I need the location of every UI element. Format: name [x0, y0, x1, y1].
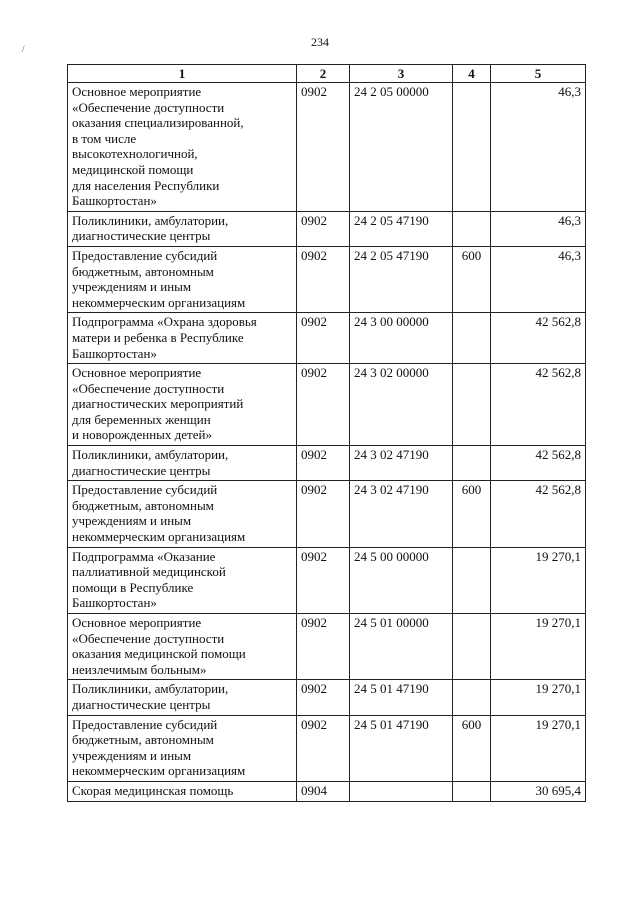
target-article-cell: 24 5 00 00000 [350, 547, 453, 613]
row-name-line: некоммерческим организациям [72, 294, 246, 310]
row-name-line: неизлечимым больным» [72, 661, 207, 677]
row-name-cell [68, 446, 297, 481]
row-name-line: Скорая медицинская помощь [72, 782, 234, 798]
expense-type-cell [453, 680, 491, 715]
row-name-line: Башкортостан» [72, 345, 157, 361]
expense-type-cell [453, 211, 491, 246]
row-name-line: «Обеспечение доступности [72, 99, 225, 115]
amount-cell: 19 270,1 [491, 680, 586, 715]
budget-table [67, 64, 586, 802]
margin-mark: / [22, 44, 25, 54]
table-row [68, 715, 586, 781]
row-name-cell [68, 614, 297, 680]
expense-type-cell [453, 83, 491, 212]
row-name-cell [68, 246, 297, 312]
row-name-line: Предоставление субсидий [72, 716, 218, 732]
table-row [68, 614, 586, 680]
header-col-3: 3 [350, 65, 453, 83]
row-name-line: помощи в Республике [72, 579, 194, 595]
row-name-line: Башкортостан» [72, 595, 157, 611]
row-name-line: оказания специализированной, [72, 115, 244, 131]
table-row [68, 246, 586, 312]
row-name-line: Основное мероприятие [72, 84, 202, 99]
target-article-cell: 24 2 05 00000 [350, 83, 453, 212]
header-col-2: 2 [297, 65, 350, 83]
expense-type-cell: 600 [453, 246, 491, 312]
target-article-cell: 24 5 01 00000 [350, 614, 453, 680]
row-name-line: для населения Республики [72, 177, 220, 193]
target-article-cell: 24 5 01 47190 [350, 715, 453, 781]
target-article-cell: 24 2 05 47190 [350, 246, 453, 312]
section-code-cell: 0902 [297, 614, 350, 680]
amount-cell: 42 562,8 [491, 313, 586, 364]
section-code-cell: 0902 [297, 715, 350, 781]
row-name-line: и новорожденных детей» [72, 427, 212, 443]
row-name-line: «Обеспечение доступности [72, 630, 225, 646]
row-name-line: учреждениям и иным [72, 279, 192, 295]
expense-type-cell: 600 [453, 715, 491, 781]
table-row [68, 364, 586, 446]
section-code-cell: 0902 [297, 313, 350, 364]
target-article-cell: 24 3 02 47190 [350, 481, 453, 547]
row-name-cell [68, 364, 297, 446]
row-name-line: Основное мероприятие [72, 615, 202, 630]
row-name-line: учреждениям и иным [72, 747, 192, 763]
header-col-1: 1 [68, 65, 297, 83]
row-name-line: некоммерческим организациям [72, 763, 246, 779]
row-name-cell [68, 481, 297, 547]
row-name-line: оказания медицинской помощи [72, 646, 246, 662]
row-name-cell [68, 83, 297, 212]
amount-cell: 46,3 [491, 211, 586, 246]
amount-cell: 42 562,8 [491, 481, 586, 547]
row-name-line: диагностические центры [72, 462, 211, 478]
section-code-cell: 0902 [297, 481, 350, 547]
table-row [68, 547, 586, 613]
section-code-cell: 0902 [297, 446, 350, 481]
target-article-cell: 24 5 01 47190 [350, 680, 453, 715]
row-name-cell [68, 547, 297, 613]
row-name-line: Предоставление субсидий [72, 482, 218, 498]
row-name-cell [68, 715, 297, 781]
row-name-line: Башкортостан» [72, 193, 157, 209]
row-name-cell [68, 680, 297, 715]
amount-cell: 19 270,1 [491, 715, 586, 781]
section-code-cell: 0902 [297, 680, 350, 715]
row-name-cell [68, 781, 297, 801]
expense-type-cell [453, 781, 491, 801]
target-article-cell: 24 3 02 00000 [350, 364, 453, 446]
row-name-line: диагностические центры [72, 228, 211, 244]
expense-type-cell [453, 364, 491, 446]
row-name-line: диагностических мероприятий [72, 396, 244, 412]
expense-type-cell [453, 614, 491, 680]
amount-cell: 46,3 [491, 83, 586, 212]
table-row [68, 211, 586, 246]
header-col-4: 4 [453, 65, 491, 83]
row-name-line: «Обеспечение доступности [72, 380, 225, 396]
section-code-cell: 0902 [297, 547, 350, 613]
expense-type-cell [453, 547, 491, 613]
section-code-cell: 0902 [297, 364, 350, 446]
amount-cell: 42 562,8 [491, 364, 586, 446]
row-name-line: для беременных женщин [72, 411, 211, 427]
row-name-line: диагностические центры [72, 696, 211, 712]
row-name-line: Поликлиники, амбулатории, [72, 447, 229, 463]
target-article-cell: 24 3 02 47190 [350, 446, 453, 481]
row-name-line: медицинской помощи [72, 161, 194, 177]
amount-cell: 46,3 [491, 246, 586, 312]
table-row [68, 481, 586, 547]
row-name-line: Подпрограмма «Оказание [72, 548, 216, 564]
row-name-line: высокотехнологичной, [72, 146, 198, 162]
row-name-line: Предоставление субсидий [72, 247, 218, 263]
row-name-line: учреждениям и иным [72, 513, 192, 529]
section-code-cell: 0904 [297, 781, 350, 801]
header-col-5: 5 [491, 65, 586, 83]
amount-cell: 19 270,1 [491, 614, 586, 680]
row-name-cell [68, 211, 297, 246]
section-code-cell: 0902 [297, 83, 350, 212]
amount-cell: 30 695,4 [491, 781, 586, 801]
table-row [68, 781, 586, 801]
expense-type-cell [453, 446, 491, 481]
table-row [68, 680, 586, 715]
page-number: 234 [311, 35, 329, 49]
expense-type-cell: 600 [453, 481, 491, 547]
row-name-line: Основное мероприятие [72, 365, 202, 381]
amount-cell: 19 270,1 [491, 547, 586, 613]
row-name-line: паллиативной медицинской [72, 564, 226, 580]
section-code-cell: 0902 [297, 246, 350, 312]
row-name-cell [68, 313, 297, 364]
expense-type-cell [453, 313, 491, 364]
row-name-line: некоммерческим организациям [72, 529, 246, 545]
row-name-line: Поликлиники, амбулатории, [72, 212, 229, 228]
table-row [68, 313, 586, 364]
amount-cell: 42 562,8 [491, 446, 586, 481]
target-article-cell [350, 781, 453, 801]
table-row [68, 446, 586, 481]
row-name-line: Поликлиники, амбулатории, [72, 681, 229, 697]
row-name-line: бюджетным, автономным [72, 263, 214, 279]
target-article-cell: 24 2 05 47190 [350, 211, 453, 246]
header-row [68, 65, 586, 83]
section-code-cell: 0902 [297, 211, 350, 246]
row-name-line: матери и ребенка в Республике [72, 329, 244, 345]
table-body [68, 83, 586, 802]
row-name-line: бюджетным, автономным [72, 732, 214, 748]
row-name-line: Подпрограмма «Охрана здоровья [72, 314, 257, 330]
table-row [68, 83, 586, 212]
row-name-line: в том числе [72, 130, 137, 146]
row-name-line: бюджетным, автономным [72, 497, 214, 513]
target-article-cell: 24 3 00 00000 [350, 313, 453, 364]
